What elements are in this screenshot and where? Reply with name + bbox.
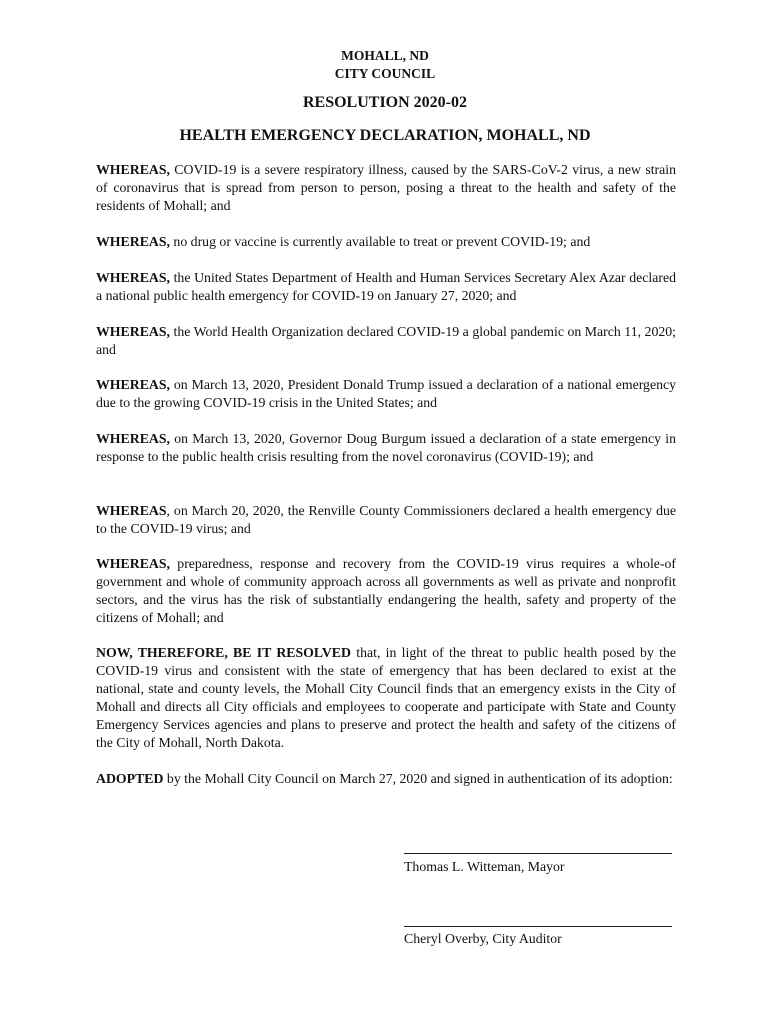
paragraph-lead: WHEREAS, (96, 324, 170, 339)
mayor-signature-line (404, 853, 672, 854)
whereas-paragraph-5 (96, 376, 676, 412)
paragraph-text: , on March 20, 2020, the Renville County Commissioners declared a health emergency due to the COVID-19 virus; and (96, 503, 676, 536)
paragraph-lead: WHEREAS (96, 503, 167, 518)
paragraph-text: COVID-19 is a severe respiratory illness, caused by the SARS-CoV-2 virus, a new strain of coronavirus that is spread from person to person, posing a threat to the health and safety of the residents of Mohall; and (96, 162, 676, 213)
whereas-paragraph-1 (96, 161, 676, 215)
paragraph-lead: WHEREAS, (96, 377, 170, 392)
city-heading: MOHALL, ND (341, 48, 429, 63)
paragraph-lead: WHEREAS, (96, 556, 170, 571)
paragraph-lead: WHEREAS, (96, 234, 170, 249)
whereas-paragraph-6 (96, 430, 676, 466)
whereas-paragraph-8 (96, 555, 676, 627)
resolution-title: HEALTH EMERGENCY DECLARATION, MOHALL, ND (179, 127, 591, 144)
mayor-signature-name: Thomas L. Witteman, Mayor (404, 859, 565, 874)
whereas-paragraph-4 (96, 323, 676, 359)
paragraph-text: no drug or vaccine is currently available to treat or prevent COVID-19; and (169, 234, 591, 249)
auditor-signature-name: Cheryl Overby, City Auditor (404, 931, 562, 946)
paragraph-text: on March 13, 2020, President Donald Trump issued a declaration of a national emergency due to the growing COVID-19 crisis in the United States; and (96, 377, 676, 410)
paragraph-text: by the Mohall City Council on March 27, 2020 and signed in authentication of its adoption: (163, 771, 673, 786)
whereas-paragraph-3 (96, 269, 676, 305)
paragraph-lead: WHEREAS, (96, 431, 170, 446)
resolved-paragraph (96, 644, 676, 752)
paragraph-text: preparedness, response and recovery from the COVID-19 virus requires a whole-of government and whole of community approach across all governments as well as private and nonprofit sectors, and the virus has the risk of substantially endangering the health, safety and property of the citizens of Mohall; and (96, 556, 676, 625)
council-heading: CITY COUNCIL (334, 66, 436, 81)
paragraph-lead: NOW, THEREFORE, BE IT RESOLVED (96, 645, 351, 660)
resolution-number: RESOLUTION 2020-02 (302, 94, 468, 111)
whereas-paragraph-2 (96, 233, 676, 251)
adopted-paragraph (96, 770, 676, 788)
whereas-paragraph-7 (96, 502, 676, 538)
document-header (0, 47, 770, 83)
paragraph-lead: WHEREAS, (96, 162, 170, 177)
auditor-signature-line (404, 926, 672, 927)
paragraph-text: that, in light of the threat to public health posed by the COVID-19 virus and consistent with the state of emergency that has been declared to exist at the national, state and county levels, the Mohall City Council finds that an emergency exists in the City of Mohall and directs all City officials and employees to cooperate and participate with State and County Emergency Services agencies and plans to preserve and protect the health and safety of the citizens of the City of Mohall, North Dakota. (96, 645, 676, 750)
paragraph-text: the World Health Organization declared COVID-19 a global pandemic on March 11, 2020; and (96, 324, 676, 357)
paragraph-text: on March 13, 2020, Governor Doug Burgum issued a declaration of a state emergency in response to the public health crisis resulting from the novel coronavirus (COVID-19); and (96, 431, 676, 464)
paragraph-text: the United States Department of Health and Human Services Secretary Alex Azar declared a national public health emergency for COVID-19 on January 27, 2020; and (96, 270, 676, 303)
paragraph-lead: ADOPTED (96, 771, 164, 786)
paragraph-lead: WHEREAS, (96, 270, 170, 285)
